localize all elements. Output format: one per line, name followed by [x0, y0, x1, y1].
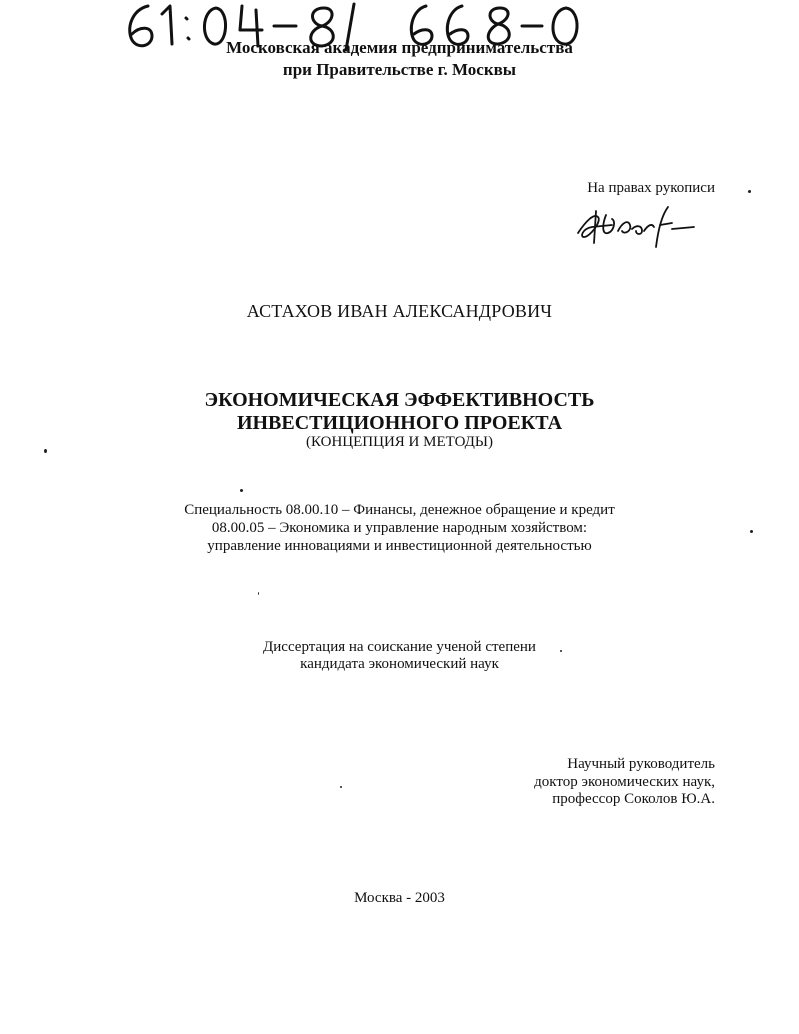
city-year: Москва - 2003	[354, 890, 445, 906]
thesis-title-line-2: ИНВЕСТИЦИОННОГО ПРОЕКТА	[236, 412, 563, 434]
dissertation-line-1: Диссертация на соискание ученой степени	[263, 639, 536, 655]
scan-speck	[340, 786, 342, 788]
scan-speck	[748, 190, 751, 193]
institution-line-2: при Правительстве г. Москвы	[282, 60, 517, 79]
signature	[572, 203, 698, 253]
institution-line-1: Московская академия предпринимательства	[226, 38, 573, 57]
scan-speck	[44, 449, 47, 453]
supervisor-line-1: Научный руководитель	[567, 756, 715, 772]
supervisor-line-2: доктор экономических наук,	[534, 774, 715, 790]
rights-notice: На правах рукописи	[587, 180, 715, 196]
scan-speck	[258, 592, 259, 595]
specialty-line-2: 08.00.05 – Экономика и управление народным хозяйством:	[211, 520, 588, 536]
thesis-title-line-1: ЭКОНОМИЧЕСКАЯ ЭФФЕКТИВНОСТЬ	[204, 389, 595, 411]
specialty-line-1: Специальность 08.00.10 – Финансы, денежное обращение и кредит	[184, 502, 615, 518]
scan-speck	[240, 489, 243, 492]
scan-speck	[560, 650, 562, 652]
supervisor-line-3: профессор Соколов Ю.А.	[552, 791, 715, 807]
scan-speck	[750, 530, 753, 533]
thesis-subtitle: (КОНЦЕПЦИЯ И МЕТОДЫ)	[306, 434, 493, 450]
dissertation-line-2: кандидата экономический наук	[300, 656, 499, 672]
specialty-line-3: управление инновациями и инвестиционной деятельностью	[207, 538, 592, 554]
author-name: АСТАХОВ ИВАН АЛЕКСАНДРОВИЧ	[246, 301, 553, 321]
